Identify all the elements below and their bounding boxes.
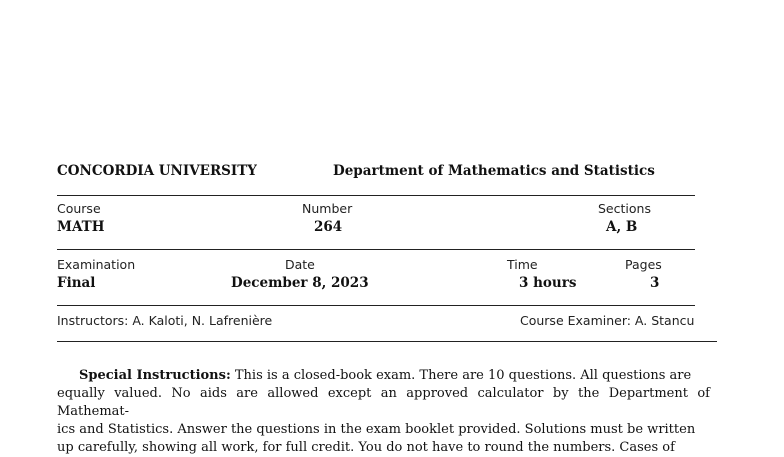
pages-label: Pages xyxy=(625,257,662,272)
sections-value: A, B xyxy=(606,219,638,235)
time-label: Time xyxy=(507,257,538,272)
sections-label: Sections xyxy=(598,201,651,216)
course-divider xyxy=(57,249,695,250)
header-divider xyxy=(57,195,695,196)
date-value: December 8, 2023 xyxy=(231,275,369,291)
number-label: Number xyxy=(302,201,353,216)
course-examiner-line: Course Examiner: A. Stancu xyxy=(520,313,695,328)
department-name: Department of Mathematics and Statistics xyxy=(333,163,655,179)
number-value: 264 xyxy=(314,219,343,235)
examination-value: Final xyxy=(57,275,96,291)
instructions-line-1 xyxy=(57,367,710,385)
university-name: CONCORDIA UNIVERSITY xyxy=(57,163,257,179)
time-value: 3 hours xyxy=(519,275,577,291)
special-instructions xyxy=(57,367,710,457)
instructions-text-1: This is a closed-book exam. There are 10 questions. All questions are xyxy=(234,368,692,383)
date-label: Date xyxy=(285,257,315,272)
instructions-heading: Special Instructions: xyxy=(79,368,231,383)
people-divider xyxy=(57,341,717,342)
pages-value: 3 xyxy=(650,275,660,291)
instructions-line-4: up carefully, showing all work, for full credit. You do not have to round the numbers. Cases of xyxy=(57,440,675,455)
instructions-line-3: ics and Statistics. Answer the questions in the exam booklet provided. Solutions must be written xyxy=(57,422,696,437)
exam-divider xyxy=(57,305,695,306)
course-value: MATH xyxy=(57,219,105,235)
course-label: Course xyxy=(57,201,101,216)
instructors-line: Instructors: A. Kaloti, N. Lafrenière xyxy=(57,313,273,328)
instructions-line-2: equally valued. No aids are allowed except an approved calculator by the Department of Mathemat- xyxy=(57,386,710,419)
examination-label: Examination xyxy=(57,257,136,272)
